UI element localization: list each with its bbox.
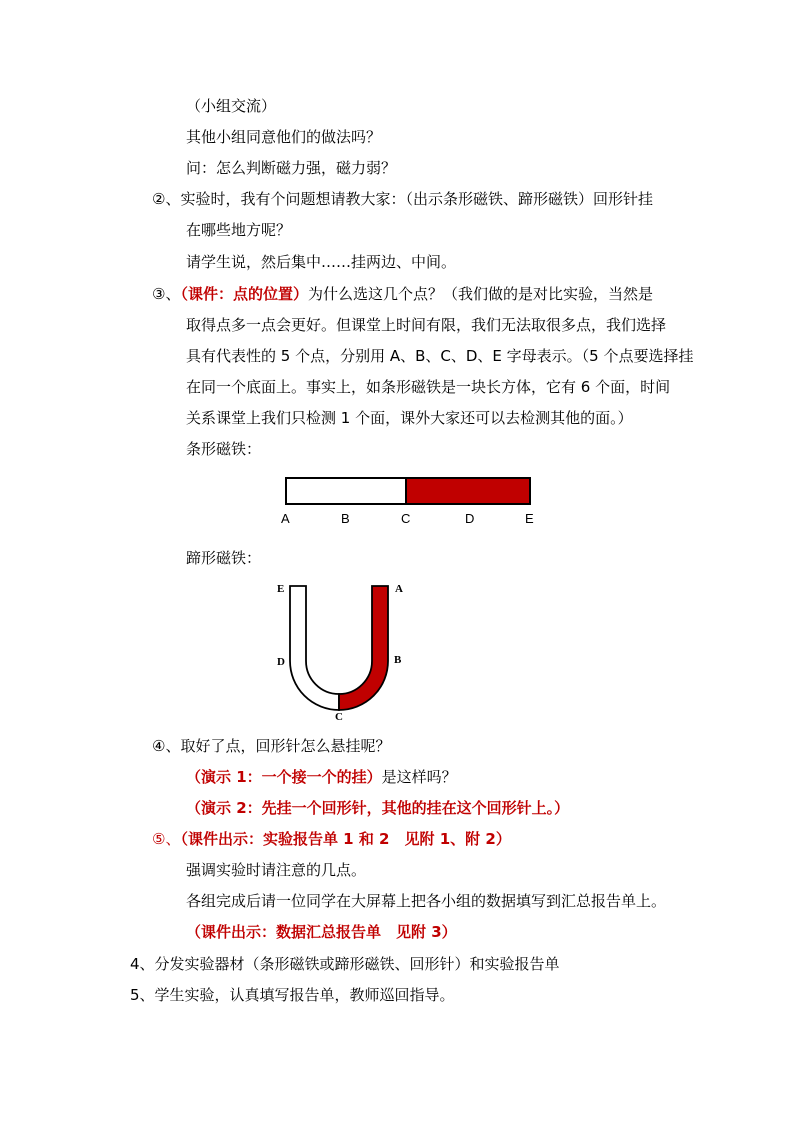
text-line-6: 请学生说，然后集中……挂两边、中间。 <box>186 253 457 271</box>
demo-2-note: （演示 2：先挂一个回形针，其他的挂在这个回形针上。） <box>186 799 570 817</box>
horseshoe-label-a: A <box>395 583 403 595</box>
bar-label-a: A <box>281 511 290 526</box>
bar-label-e: E <box>525 511 534 526</box>
text-line-3: 问：怎么判断磁力强，磁力弱？ <box>186 159 397 177</box>
courseware-report-note: （课件出示：实验报告单 1 和 2 见附 1、附 2） <box>180 830 511 848</box>
text-line-22: 5、学生实验，认真填写报告单，教师巡回指导。 <box>130 986 455 1004</box>
text-line-15 <box>186 767 457 787</box>
horseshoe-label-b: B <box>394 654 402 666</box>
bar-magnet-left-half <box>286 478 406 504</box>
item-prefix: ③、 <box>152 285 181 303</box>
text-line-5: 在哪些地方呢？ <box>186 221 292 239</box>
demo-1-note: （演示 1：一个接一个的挂） <box>186 768 382 786</box>
text-line-12: 条形磁铁： <box>186 440 262 458</box>
bar-magnet-right-half <box>406 478 530 504</box>
text-line-21: 4、分发实验器材（条形磁铁或蹄形磁铁、回形针）和实验报告单 <box>130 955 560 973</box>
horseshoe-magnet-diagram <box>268 576 418 724</box>
text-line-14: ④、取好了点，回形针怎么悬挂呢？ <box>152 737 391 755</box>
horseshoe-label-e: E <box>277 583 285 595</box>
bar-label-b: B <box>341 511 350 526</box>
horseshoe-left-arm <box>290 586 339 710</box>
text-line-2: 其他小组同意他们的做法吗？ <box>186 128 382 146</box>
text-span: 是这样吗？ <box>381 768 457 786</box>
text-line-17 <box>152 829 511 849</box>
text-line-1: （小组交流） <box>186 97 277 115</box>
courseware-note: （课件：点的位置） <box>180 285 308 303</box>
text-line-10: 在同一个底面上。事实上，如条形磁铁是一块长方体，它有 6 个面，时间 <box>186 378 671 396</box>
courseware-summary-note: （课件出示：数据汇总报告单 见附 3） <box>186 923 457 941</box>
horseshoe-right-arm <box>339 586 388 710</box>
text-span: 为什么选这几个点？（我们做的是对比实验，当然是 <box>307 285 653 303</box>
text-line-9: 具有代表性的 5 个点，分别用 A、B、C、D、E 字母表示。（5 个点要选择挂 <box>186 347 694 365</box>
horseshoe-label-c: C <box>335 711 343 723</box>
item-prefix: ⑤、 <box>152 830 181 848</box>
text-line-7 <box>152 284 653 304</box>
text-line-13: 蹄形磁铁： <box>186 549 262 567</box>
bar-magnet-diagram <box>278 470 548 530</box>
text-line-18: 强调实验时请注意的几点。 <box>186 861 367 879</box>
horseshoe-label-d: D <box>277 656 285 668</box>
text-line-4: ②、实验时，我有个问题想请教大家：（出示条形磁铁、蹄形磁铁）回形针挂 <box>152 190 653 208</box>
bar-label-c: C <box>401 511 411 526</box>
bar-label-d: D <box>465 511 475 526</box>
text-line-11: 关系课堂上我们只检测 1 个面，课外大家还可以去检测其他的面。） <box>186 409 633 427</box>
text-line-8: 取得点多一点会更好。但课堂上时间有限，我们无法取很多点，我们选择 <box>186 316 667 334</box>
text-line-19: 各组完成后请一位同学在大屏幕上把各小组的数据填写到汇总报告单上。 <box>186 892 667 910</box>
